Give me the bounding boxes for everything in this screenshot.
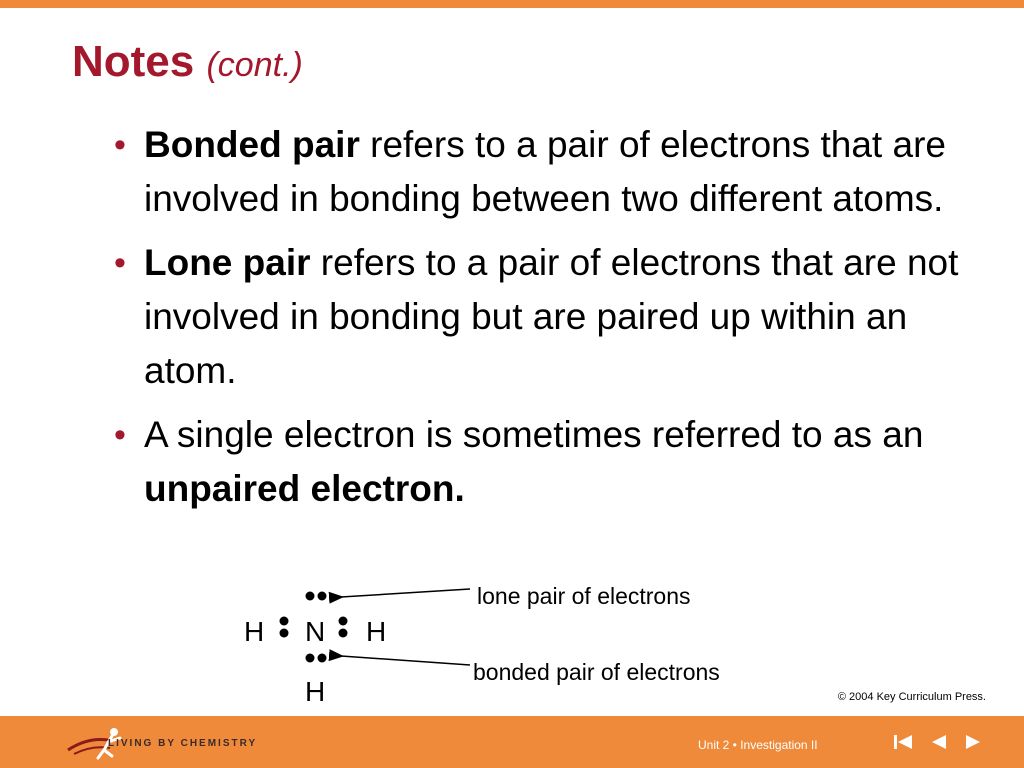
lone-pair-label: lone pair of electrons — [477, 583, 691, 609]
bullet-lone-pair — [114, 236, 972, 398]
atom-n-center: N — [305, 616, 326, 647]
bullet-term: unpaired electron. — [144, 468, 465, 509]
bullet-text: refers to a pair of electrons that are involved in bonding between two different atoms. — [144, 124, 946, 219]
copyright-text: © 2004 Key Curriculum Press. — [837, 691, 986, 703]
bullet-text: A single electron is sometimes referred to as an — [144, 414, 924, 455]
bonded-pair-dots-left — [280, 617, 289, 638]
title-main: Notes — [72, 37, 195, 86]
bullet-list — [114, 118, 972, 526]
title-subtitle: (cont.) — [206, 46, 303, 84]
lone-pair-arrow — [341, 589, 470, 597]
bonded-pair-dots-right — [339, 617, 348, 638]
atom-h-right: H — [366, 616, 387, 647]
bullet-term: Bonded pair — [144, 124, 360, 165]
lone-pair-dots — [306, 592, 327, 601]
bullet-bonded-pair — [114, 118, 972, 226]
atom-h-bottom: H — [305, 676, 326, 707]
unit-label: Unit 2 • Investigation II — [698, 738, 818, 752]
bullet-dot: • — [114, 126, 126, 164]
bullet-dot: • — [114, 416, 126, 454]
previous-slide-icon[interactable] — [928, 734, 950, 750]
bullet-text: refers to a pair of electrons that are not involved in bonding but are paired up within an atom. — [144, 242, 959, 391]
atom-h-left: H — [244, 616, 265, 647]
bullet-unpaired-electron — [114, 408, 972, 516]
footer-bar — [0, 716, 1024, 768]
bonded-pair-dots-bottom — [306, 654, 327, 663]
bonded-pair-label: bonded pair of electrons — [473, 659, 720, 685]
first-slide-icon[interactable] — [892, 734, 914, 750]
top-accent-bar — [0, 0, 1024, 8]
bullet-term: Lone pair — [144, 242, 311, 283]
next-slide-icon[interactable] — [962, 734, 984, 750]
bonded-pair-arrow — [341, 656, 470, 665]
slide-title — [72, 37, 303, 86]
bullet-dot: • — [114, 244, 126, 282]
logo-text: LIVING BY CHEMISTRY — [108, 738, 258, 749]
